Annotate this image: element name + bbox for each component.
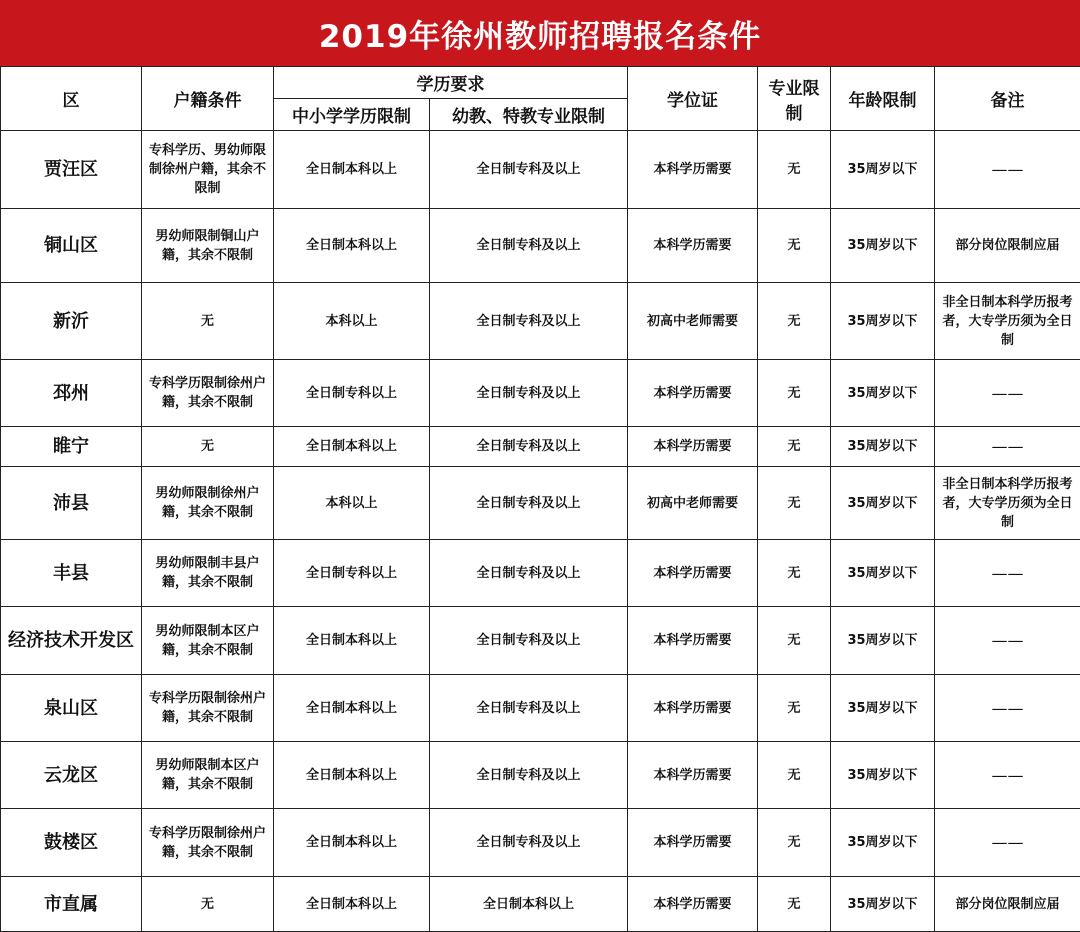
district-cell: 新沂 — [1, 283, 142, 360]
edu-primary-cell: 全日制本科以上 — [274, 877, 430, 932]
major-cell: 无 — [758, 283, 831, 360]
edu-primary-cell: 全日制专科以上 — [274, 360, 430, 427]
edu-primary-cell: 全日制专科以上 — [274, 540, 430, 607]
district-cell: 邳州 — [1, 360, 142, 427]
hukou-cell: 男幼师限制徐州户籍，其余不限制 — [142, 467, 274, 540]
edu-primary-cell: 本科以上 — [274, 283, 430, 360]
hukou-cell: 无 — [142, 283, 274, 360]
major-cell: 无 — [758, 209, 831, 283]
table-row — [1, 675, 1080, 742]
district-cell: 鼓楼区 — [1, 809, 142, 877]
header-education: 学历要求 — [274, 67, 628, 99]
edu-preschool-cell: 全日制专科及以上 — [430, 467, 628, 540]
degree-cell: 本科学历需要 — [628, 607, 758, 675]
major-cell: 无 — [758, 877, 831, 932]
edu-primary-cell: 全日制本科以上 — [274, 675, 430, 742]
major-cell: 无 — [758, 540, 831, 607]
degree-cell: 初高中老师需要 — [628, 467, 758, 540]
hukou-cell: 男幼师限制本区户籍，其余不限制 — [142, 607, 274, 675]
edu-primary-cell: 本科以上 — [274, 467, 430, 540]
header-age: 年龄限制 — [831, 67, 935, 131]
age-cell: 35周岁以下 — [831, 467, 935, 540]
remarks-cell: 部分岗位限制应届 — [935, 209, 1080, 283]
degree-cell: 本科学历需要 — [628, 209, 758, 283]
hukou-cell: 专科学历限制徐州户籍，其余不限制 — [142, 675, 274, 742]
edu-primary-cell: 全日制本科以上 — [274, 809, 430, 877]
edu-primary-cell: 全日制本科以上 — [274, 742, 430, 809]
page-title: 2019年徐州教师招聘报名条件 — [319, 11, 761, 56]
remarks-cell: —— — [935, 427, 1080, 467]
edu-preschool-cell: 全日制专科及以上 — [430, 131, 628, 209]
hukou-cell: 男幼师限制丰县户籍，其余不限制 — [142, 540, 274, 607]
remarks-cell: —— — [935, 131, 1080, 209]
district-cell: 泉山区 — [1, 675, 142, 742]
district-cell: 铜山区 — [1, 209, 142, 283]
age-cell: 35周岁以下 — [831, 283, 935, 360]
major-cell: 无 — [758, 675, 831, 742]
hukou-cell: 专科学历限制徐州户籍，其余不限制 — [142, 360, 274, 427]
remarks-cell: —— — [935, 809, 1080, 877]
header-district: 区 — [1, 67, 142, 131]
edu-primary-cell: 全日制本科以上 — [274, 131, 430, 209]
table-row — [1, 283, 1080, 360]
edu-preschool-cell: 全日制专科及以上 — [430, 809, 628, 877]
major-cell: 无 — [758, 809, 831, 877]
edu-preschool-cell: 全日制专科及以上 — [430, 427, 628, 467]
degree-cell: 本科学历需要 — [628, 809, 758, 877]
remarks-cell: —— — [935, 360, 1080, 427]
edu-preschool-cell: 全日制专科及以上 — [430, 675, 628, 742]
table-row — [1, 742, 1080, 809]
degree-cell: 本科学历需要 — [628, 427, 758, 467]
degree-cell: 本科学历需要 — [628, 360, 758, 427]
major-cell: 无 — [758, 131, 831, 209]
edu-primary-cell: 全日制本科以上 — [274, 607, 430, 675]
district-cell: 市直属 — [1, 877, 142, 932]
table-row — [1, 427, 1080, 467]
table-row — [1, 809, 1080, 877]
district-cell: 沛县 — [1, 467, 142, 540]
header-edu-preschool: 幼教、特教专业限制 — [430, 99, 628, 131]
edu-preschool-cell: 全日制专科及以上 — [430, 283, 628, 360]
edu-primary-cell: 全日制本科以上 — [274, 427, 430, 467]
age-cell: 35周岁以下 — [831, 209, 935, 283]
header-remarks: 备注 — [935, 67, 1080, 131]
edu-preschool-cell: 全日制专科及以上 — [430, 607, 628, 675]
hukou-cell: 男幼师限制铜山户籍，其余不限制 — [142, 209, 274, 283]
remarks-cell: —— — [935, 540, 1080, 607]
age-cell: 35周岁以下 — [831, 131, 935, 209]
edu-preschool-cell: 全日制专科及以上 — [430, 209, 628, 283]
requirements-table — [0, 66, 1080, 932]
degree-cell: 本科学历需要 — [628, 540, 758, 607]
edu-primary-cell: 全日制本科以上 — [274, 209, 430, 283]
district-cell: 丰县 — [1, 540, 142, 607]
header-edu-primary: 中小学学历限制 — [274, 99, 430, 131]
edu-preschool-cell: 全日制本科以上 — [430, 877, 628, 932]
edu-preschool-cell: 全日制专科及以上 — [430, 360, 628, 427]
hukou-cell: 无 — [142, 427, 274, 467]
remarks-cell: 部分岗位限制应届 — [935, 877, 1080, 932]
major-cell: 无 — [758, 427, 831, 467]
degree-cell: 本科学历需要 — [628, 877, 758, 932]
title-banner — [0, 0, 1080, 66]
age-cell: 35周岁以下 — [831, 675, 935, 742]
table-row — [1, 877, 1080, 932]
edu-preschool-cell: 全日制专科及以上 — [430, 742, 628, 809]
district-cell: 云龙区 — [1, 742, 142, 809]
header-hukou: 户籍条件 — [142, 67, 274, 131]
table-row — [1, 540, 1080, 607]
degree-cell: 本科学历需要 — [628, 742, 758, 809]
hukou-cell: 无 — [142, 877, 274, 932]
remarks-cell: —— — [935, 675, 1080, 742]
hukou-cell: 男幼师限制本区户籍，其余不限制 — [142, 742, 274, 809]
table-row — [1, 607, 1080, 675]
hukou-cell: 专科学历、男幼师限制徐州户籍，其余不限制 — [142, 131, 274, 209]
header-degree: 学位证 — [628, 67, 758, 131]
age-cell: 35周岁以下 — [831, 540, 935, 607]
age-cell: 35周岁以下 — [831, 607, 935, 675]
edu-preschool-cell: 全日制专科及以上 — [430, 540, 628, 607]
age-cell: 35周岁以下 — [831, 742, 935, 809]
age-cell: 35周岁以下 — [831, 809, 935, 877]
age-cell: 35周岁以下 — [831, 877, 935, 932]
district-cell: 经济技术开发区 — [1, 607, 142, 675]
table-row — [1, 360, 1080, 427]
major-cell: 无 — [758, 742, 831, 809]
district-cell: 贾汪区 — [1, 131, 142, 209]
degree-cell: 本科学历需要 — [628, 675, 758, 742]
remarks-cell: —— — [935, 607, 1080, 675]
remarks-cell: 非全日制本科学历报考者，大专学历须为全日制 — [935, 467, 1080, 540]
degree-cell: 初高中老师需要 — [628, 283, 758, 360]
major-cell: 无 — [758, 467, 831, 540]
major-cell: 无 — [758, 360, 831, 427]
district-cell: 睢宁 — [1, 427, 142, 467]
table-row — [1, 131, 1080, 209]
degree-cell: 本科学历需要 — [628, 131, 758, 209]
major-cell: 无 — [758, 607, 831, 675]
remarks-cell: 非全日制本科学历报考者，大专学历须为全日制 — [935, 283, 1080, 360]
age-cell: 35周岁以下 — [831, 360, 935, 427]
age-cell: 35周岁以下 — [831, 427, 935, 467]
table-row — [1, 209, 1080, 283]
header-row-top — [1, 67, 1080, 99]
table-row — [1, 467, 1080, 540]
hukou-cell: 专科学历限制徐州户籍，其余不限制 — [142, 809, 274, 877]
header-major: 专业限制 — [758, 67, 831, 131]
remarks-cell: —— — [935, 742, 1080, 809]
